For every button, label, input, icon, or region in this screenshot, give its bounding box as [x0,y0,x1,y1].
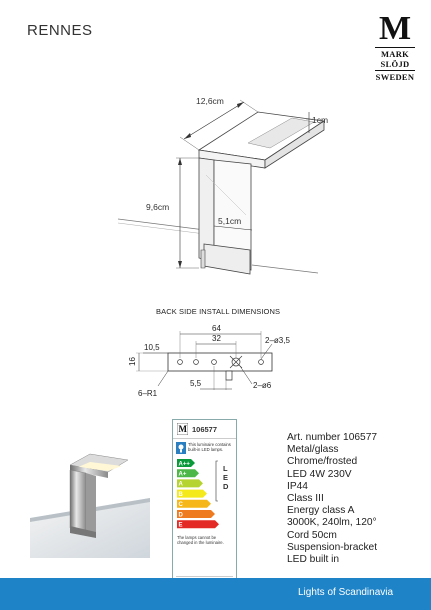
dim-height-label: 9,6cm [146,202,170,212]
energy-label-text-bottom: The lamps cannot be changed in the luminaire. [177,535,224,545]
dim-64-label: 64 [212,324,221,333]
dim-hole-small-label: 2–ø3,5 [265,336,290,345]
product-title: RENNES [27,22,93,39]
energy-class-label: B [178,491,183,498]
product-photo [30,440,150,558]
energy-class-label: A++ [178,461,190,468]
spec-cord: Cord 50cm [287,529,337,541]
dim-16-label: 16 [128,357,137,366]
spec-led: LED built in [287,554,340,566]
spec-bracket: Suspension-bracket [287,541,378,553]
energy-class-scale [175,457,235,533]
dim-r1-label: 6–R1 [138,389,158,398]
spec-article-number: Art. number 106577 [287,432,378,443]
energy-label-info [173,439,236,454]
energy-label-text-top: This luminaire contains built-in LED lamps. [188,442,231,452]
led-letter: E [223,473,229,482]
energy-class-bar [177,520,219,528]
dim-5-5-label: 5,5 [190,379,202,388]
spec-light: 3000K, 240lm, 120° [287,517,377,529]
spec-material: Metal/glass [287,444,339,456]
spec-energy-class: Energy class A [287,505,355,517]
dim-depth-label: 5,1cm [218,216,242,226]
led-bracket [216,461,218,501]
brand-line-2: SLÖJD [380,59,410,69]
energy-label-code: 106577 [192,424,218,434]
spec-ip-rating: IP44 [287,480,308,492]
lamp-icon [176,442,186,454]
spec-class: Class III [287,493,324,505]
energy-class-label: D [178,512,183,519]
dim-thickness-label: 1cm [312,115,329,125]
back-install-heading: BACK SIDE INSTALL DIMENSIONS [156,307,281,316]
brand-line-3: SWEDEN [375,72,415,82]
dim-10-5-label: 10,5 [144,343,160,352]
energy-label [172,419,237,590]
svg-text:M: M [178,424,187,434]
dim-32-label: 32 [212,334,221,343]
energy-label-header [173,420,236,439]
dim-hole-large-label: 2–ø6 [253,381,272,390]
brand-mark: M [378,10,412,47]
spec-list [287,432,377,566]
footer-bar [0,578,431,610]
brand-line-1: MARK [380,49,410,59]
led-letter: D [223,482,229,491]
spec-power: LED 4W 230V [287,468,352,480]
footer-tagline: Lights of Scandinavia [298,587,394,598]
led-letter: L [223,464,228,473]
dim-width-label: 12,6cm [196,96,224,106]
energy-class-label: C [178,502,183,509]
brand-mini-icon [177,423,188,435]
spec-finish: Chrome/frosted [287,456,358,468]
energy-class-label: A [178,481,183,488]
energy-class-label: E [178,522,183,529]
energy-class-label: A+ [178,471,187,478]
